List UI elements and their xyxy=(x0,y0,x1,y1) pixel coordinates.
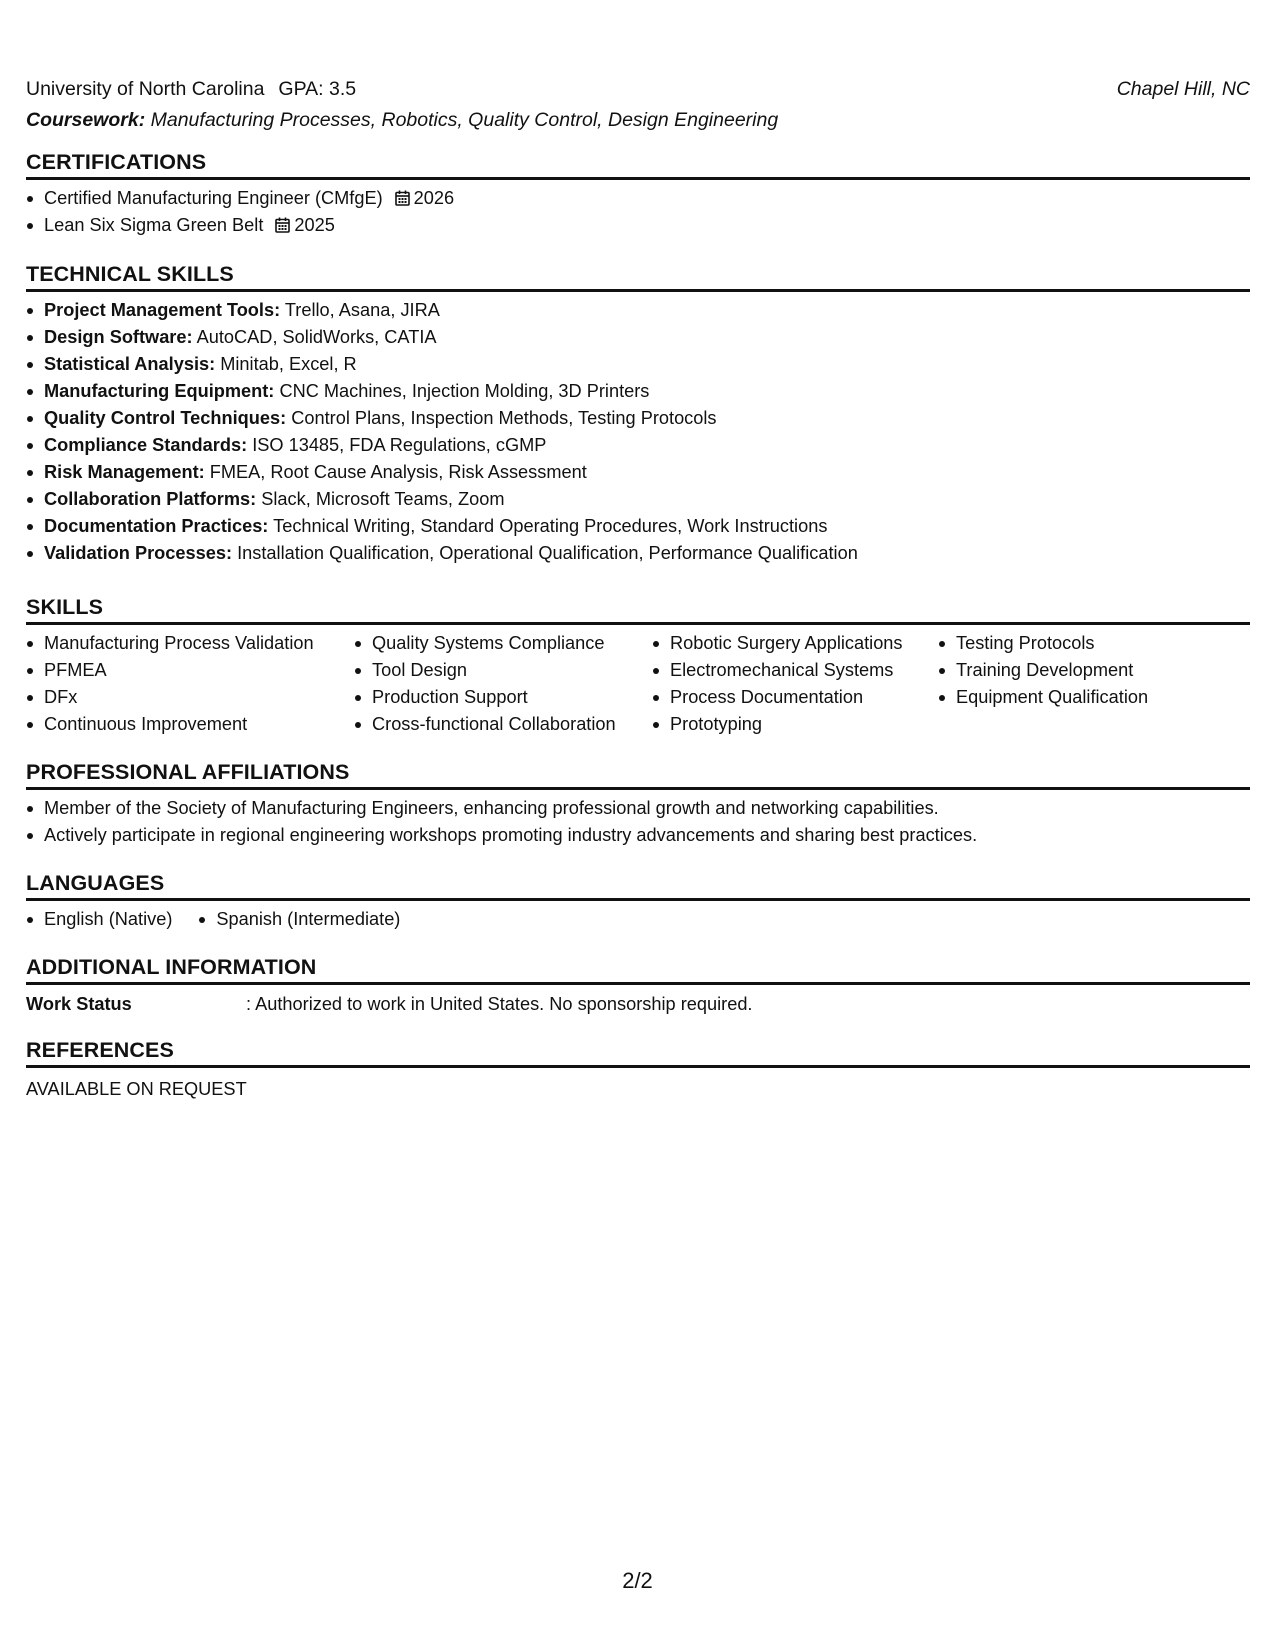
skill-item: Testing Protocols xyxy=(938,630,1238,657)
tech-skill-label: Collaboration Platforms: xyxy=(44,489,257,509)
skill-item: Quality Systems Compliance xyxy=(354,630,652,657)
skill-item: Production Support xyxy=(354,684,652,711)
tech-skill-item xyxy=(26,513,1250,540)
certification-year: 2026 xyxy=(413,188,455,208)
work-status-value: : Authorized to work in United States. No sponsorship required. xyxy=(246,994,753,1014)
references-section xyxy=(26,1035,1250,1103)
work-status-row xyxy=(26,991,1250,1018)
tech-skill-value: AutoCAD, SolidWorks, CATIA xyxy=(196,327,437,347)
skill-item: Cross-functional Collaboration xyxy=(354,711,652,738)
section-title-skills: SKILLS xyxy=(26,592,1250,625)
technical-skills-section xyxy=(26,259,1250,567)
skills-section xyxy=(26,592,1250,738)
section-title-references: REFERENCES xyxy=(26,1035,1250,1068)
school-name: University of North Carolina xyxy=(26,78,265,100)
skills-column xyxy=(26,630,354,738)
tech-skill-label: Risk Management: xyxy=(44,462,205,482)
coursework xyxy=(26,109,778,132)
skill-item: DFx xyxy=(26,684,354,711)
skill-item: Tool Design xyxy=(354,657,652,684)
tech-skill-item xyxy=(26,459,1250,486)
coursework-label: Coursework: xyxy=(26,109,146,131)
references-text: AVAILABLE ON REQUEST xyxy=(26,1079,247,1099)
language-item: Spanish (Intermediate) xyxy=(198,906,400,933)
tech-skill-label: Quality Control Techniques: xyxy=(44,408,287,428)
tech-skill-item xyxy=(26,324,1250,351)
certification-year: 2025 xyxy=(294,215,335,235)
certifications-section xyxy=(26,147,1250,239)
technical-skills-list xyxy=(26,297,1250,567)
certification-name: Certified Manufacturing Engineer (CMfgE) xyxy=(44,188,383,208)
affiliation-item: Actively participate in regional engineering workshops promoting industry advancements and sharing best practices. xyxy=(26,822,1250,849)
tech-skill-value: CNC Machines, Injection Molding, 3D Printers xyxy=(279,381,650,401)
tech-skill-label: Design Software: xyxy=(44,327,193,347)
education-location: Chapel Hill, NC xyxy=(1116,78,1250,100)
tech-skill-label: Validation Processes: xyxy=(44,543,233,563)
gpa: GPA: 3.5 xyxy=(278,78,357,100)
coursework-list: Manufacturing Processes, Robotics, Quality Control, Design Engineering xyxy=(150,109,779,131)
affiliation-item: Member of the Society of Manufacturing Engineers, enhancing professional growth and networking capabilities. xyxy=(26,795,1250,822)
affiliations-list xyxy=(26,795,1250,849)
skill-item: Process Documentation xyxy=(652,684,938,711)
skill-item: Manufacturing Process Validation xyxy=(26,630,354,657)
skill-item: Equipment Qualification xyxy=(938,684,1238,711)
section-title-technical-skills: TECHNICAL SKILLS xyxy=(26,259,1250,292)
additional-info-section xyxy=(26,952,1250,1018)
tech-skill-item xyxy=(26,351,1250,378)
skill-item: Robotic Surgery Applications xyxy=(652,630,938,657)
tech-skill-label: Documentation Practices: xyxy=(44,516,269,536)
skill-item: Training Development xyxy=(938,657,1238,684)
skill-item: Continuous Improvement xyxy=(26,711,354,738)
education-left xyxy=(26,78,356,101)
tech-skill-value: Slack, Microsoft Teams, Zoom xyxy=(261,489,505,509)
tech-skill-item xyxy=(26,486,1250,513)
skill-item: Prototyping xyxy=(652,711,938,738)
tech-skill-value: Control Plans, Inspection Methods, Testing Protocols xyxy=(291,408,717,428)
tech-skill-item xyxy=(26,297,1250,324)
calendar-icon xyxy=(275,214,290,241)
languages-list xyxy=(26,906,1250,933)
tech-skill-value: Trello, Asana, JIRA xyxy=(284,300,440,320)
skills-column xyxy=(354,630,652,738)
section-title-affiliations: PROFESSIONAL AFFILIATIONS xyxy=(26,757,1250,790)
tech-skill-value: Technical Writing, Standard Operating Procedures, Work Instructions xyxy=(273,516,828,536)
language-item: English (Native) xyxy=(26,906,172,933)
tech-skill-item xyxy=(26,378,1250,405)
tech-skill-item xyxy=(26,540,1250,567)
section-title-certifications: CERTIFICATIONS xyxy=(26,147,1250,180)
skills-columns xyxy=(26,630,1250,738)
page-number: 2/2 xyxy=(622,1568,653,1593)
tech-skill-value: Minitab, Excel, R xyxy=(220,354,357,374)
skills-column xyxy=(652,630,938,738)
tech-skill-label: Statistical Analysis: xyxy=(44,354,216,374)
certifications-list xyxy=(26,185,1250,239)
tech-skill-value: FMEA, Root Cause Analysis, Risk Assessment xyxy=(209,462,587,482)
tech-skill-value: ISO 13485, FDA Regulations, cGMP xyxy=(252,435,547,455)
certification-name: Lean Six Sigma Green Belt xyxy=(44,215,264,235)
tech-skill-value: Installation Qualification, Operational Qualification, Performance Qualification xyxy=(237,543,858,563)
certification-item xyxy=(26,212,1250,239)
tech-skill-item xyxy=(26,405,1250,432)
affiliations-section xyxy=(26,757,1250,849)
skill-item: Electromechanical Systems xyxy=(652,657,938,684)
skill-item: PFMEA xyxy=(26,657,354,684)
calendar-icon xyxy=(395,187,410,214)
languages-section xyxy=(26,868,1250,933)
resume-page xyxy=(26,0,1250,1650)
tech-skill-item xyxy=(26,432,1250,459)
skills-column xyxy=(938,630,1238,738)
section-title-languages: LANGUAGES xyxy=(26,868,1250,901)
section-title-additional-info: ADDITIONAL INFORMATION xyxy=(26,952,1250,985)
certification-item xyxy=(26,185,1250,212)
tech-skill-label: Project Management Tools: xyxy=(44,300,281,320)
tech-skill-label: Compliance Standards: xyxy=(44,435,248,455)
education-row xyxy=(26,78,1250,104)
work-status-label: Work Status xyxy=(26,994,132,1014)
tech-skill-label: Manufacturing Equipment: xyxy=(44,381,275,401)
